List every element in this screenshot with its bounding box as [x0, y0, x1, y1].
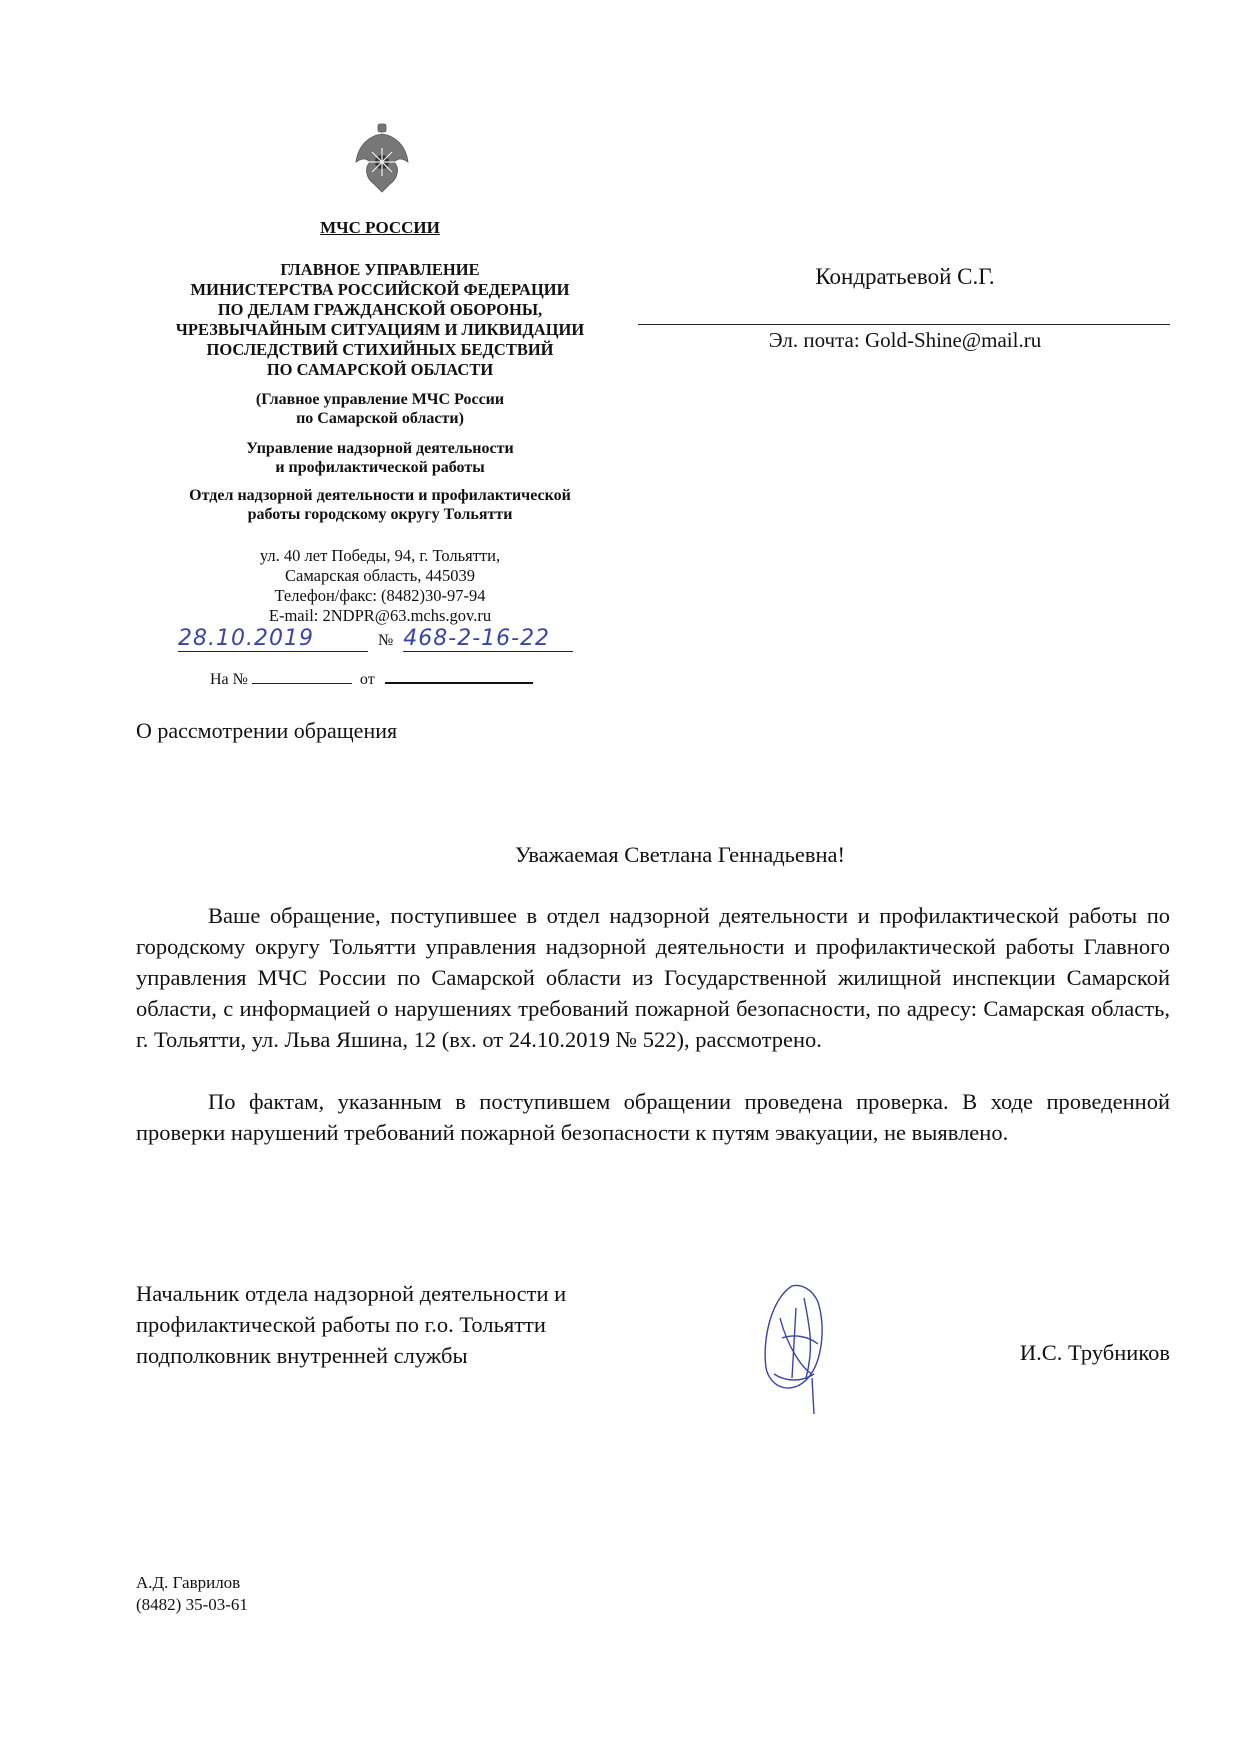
ministry-line: ПО ДЕЛАМ ГРАЖДАНСКОЙ ОБОРОНЫ,: [217, 300, 543, 319]
body-paragraph: По фактам, указанным в поступившем обращении проведена проверка. В ходе проведенной проверки нарушений требований пожарной безопасности к путям эвакуации, не выявлено.: [136, 1089, 1170, 1145]
position-line: профилактической работы по г.о. Тольятти: [136, 1312, 546, 1337]
registration-row: [178, 626, 598, 662]
reply-label: На №: [210, 671, 248, 688]
recipient-divider: [638, 324, 1170, 325]
email-line: E-mail: 2NDPR@63.mchs.gov.ru: [268, 606, 492, 625]
section-line: работы городскому округу Тольятти: [247, 506, 513, 523]
handwritten-signature-icon: [752, 1278, 842, 1418]
department-line: и профилактической работы: [275, 459, 485, 476]
ministry-line: ГЛАВНОЕ УПРАВЛЕНИЕ: [280, 260, 480, 279]
ministry-line: ПО САМАРСКОЙ ОБЛАСТИ: [266, 360, 494, 379]
registration-date: 28.10.2019: [178, 626, 368, 652]
section-line: Отдел надзорной деятельности и профилактической: [189, 487, 571, 504]
section-name: [130, 486, 630, 524]
ministry-name: [130, 260, 630, 380]
subject-line: О рассмотрении обращения: [136, 718, 398, 743]
phone-line: Телефон/факс: (8482)30-97-94: [274, 586, 486, 605]
number-label: №: [378, 632, 394, 649]
recipient-name: Кондратьевой С.Г.: [815, 264, 995, 289]
mchs-emblem-icon: [350, 122, 414, 194]
short-name-line: (Главное управление МЧС России: [255, 391, 505, 408]
address-line: ул. 40 лет Победы, 94, г. Тольятти,: [259, 546, 501, 565]
signatory-name: И.С. Трубников: [1019, 1340, 1170, 1365]
signatory-position: [136, 1278, 566, 1371]
department-line: Управление надзорной деятельности: [246, 440, 514, 457]
body-paragraph: Ваше обращение, поступившее в отдел надзорной деятельности и профилактической работы по городскому округу Тольятти управления надзорной деятельности и профилактической работы Главного управления МЧС России по Самарской области из Государственной жилищной инспекции Самарской области, с информацией о нарушениях требований пожарной безопасности, по адресу: Самарская область, г. Тольятти, ул. Льва Яшина, 12 (вх. от 24.10.2019 № 522), рассмотрено.: [136, 903, 1170, 1052]
short-name: [130, 390, 630, 428]
ministry-line: ПОСЛЕДСТВИЙ СТИХИЙНЫХ БЕДСТВИЙ: [206, 340, 554, 359]
executor-name: А.Д. Гаврилов: [136, 1573, 241, 1592]
from-date-field: [385, 668, 533, 684]
position-line: подполковник внутренней службы: [136, 1343, 468, 1368]
from-label: от: [359, 671, 375, 688]
ministry-line: МИНИСТЕРСТВА РОССИЙСКОЙ ФЕДЕРАЦИИ: [190, 280, 570, 299]
ministry-line: ЧРЕЗВЫЧАЙНЫМ СИТУАЦИЯМ И ЛИКВИДАЦИИ: [175, 320, 585, 339]
reply-row: [210, 668, 533, 689]
executor-info: [136, 1572, 248, 1616]
position-line: Начальник отдела надзорной деятельности и: [136, 1281, 567, 1306]
reply-number-field: [252, 669, 352, 684]
sender-address: [130, 546, 630, 626]
address-line: Самарская область, 445039: [285, 566, 475, 585]
department-name: [130, 439, 630, 477]
registration-number: 468-2-16-22: [403, 626, 573, 652]
org-title: МЧС РОССИИ: [320, 218, 440, 237]
salutation: Уважаемая Светлана Геннадьевна!: [514, 842, 846, 867]
executor-phone: (8482) 35-03-61: [136, 1595, 248, 1614]
recipient-email: Эл. почта: Gold-Shine@mail.ru: [768, 328, 1042, 352]
short-name-line: по Самарской области): [296, 410, 464, 427]
